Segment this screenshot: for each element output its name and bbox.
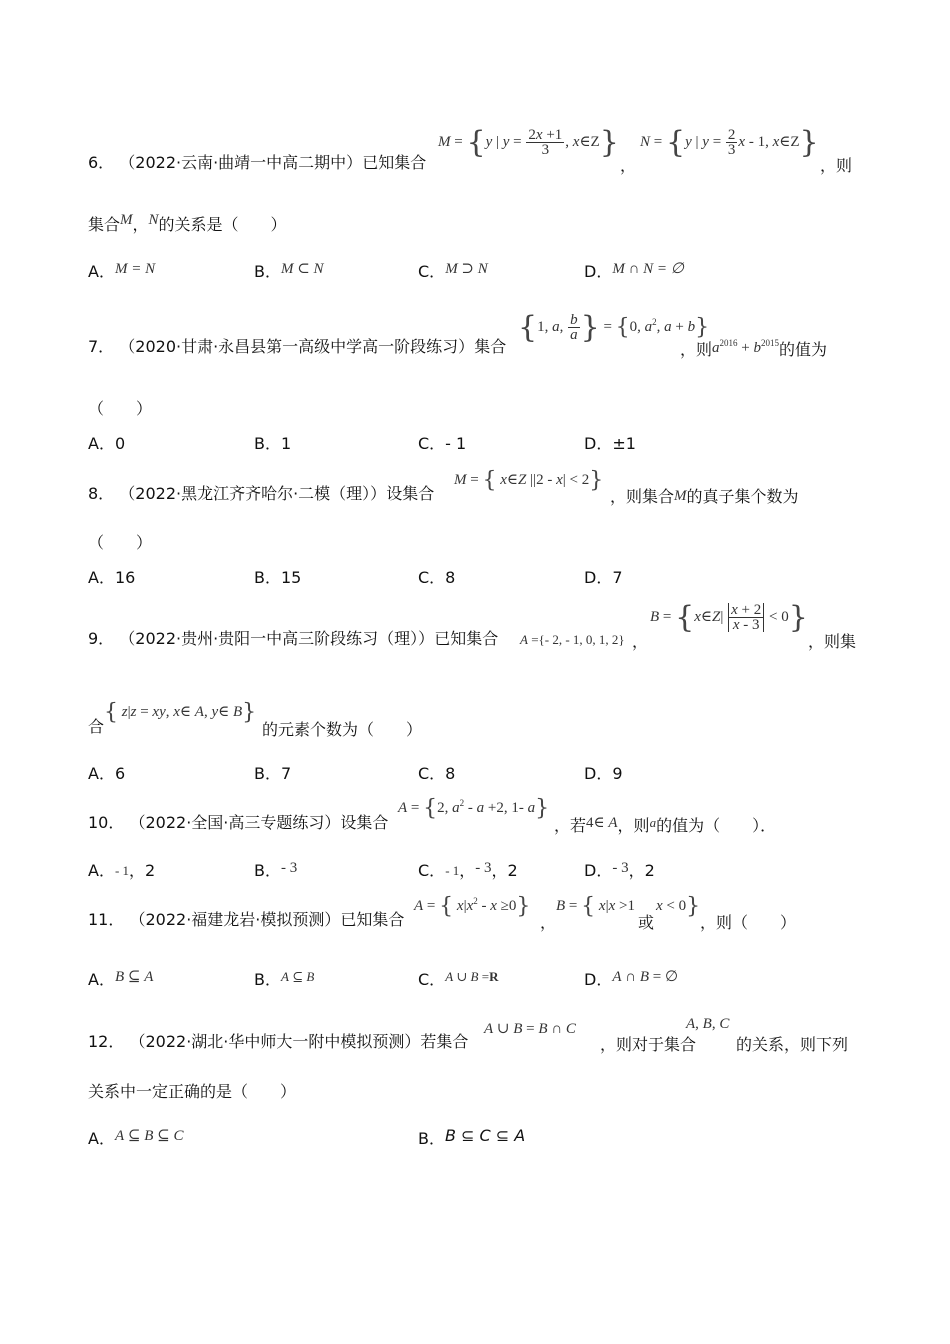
q11-option-d[interactable]: [584, 970, 678, 991]
q11-option-c-label: C．: [418, 970, 446, 989]
q11-source: （2022·福建龙岩·模拟预测）: [129, 910, 341, 929]
q7-power-expr: $a^{2016} + b^{2015}$: [712, 338, 779, 356]
q8-option-b[interactable]: B．15: [254, 568, 302, 587]
q9-option-b[interactable]: B．7: [254, 764, 292, 783]
q9-set-z: { z|z = xy, x∈ A, y∈ B}: [104, 700, 257, 725]
q6-comma: ，: [620, 156, 637, 175]
q6-line1: [88, 153, 426, 173]
q8-source: （2022·黑龙江齐齐哈尔·二模（理））: [119, 484, 387, 503]
q11-option-c[interactable]: [418, 970, 498, 991]
q6-option-c[interactable]: [418, 262, 488, 283]
q6-source: （2022·云南·曲靖一中高二期中）: [119, 153, 363, 172]
q10-option-c-label: C．: [418, 861, 446, 880]
q7-option-d[interactable]: D．±1: [584, 434, 636, 453]
q8-option-c[interactable]: C．8: [418, 568, 456, 587]
q6-stem-post: ，则: [820, 156, 853, 175]
q11-stem-post: ，则（ ）: [700, 913, 797, 932]
q10-math-a: a: [649, 815, 657, 830]
q6-option-a[interactable]: [88, 262, 155, 283]
q12-stem-post: 的关系，则下列: [736, 1035, 849, 1054]
q10-option-c-math2: - 3: [475, 860, 492, 876]
q11-or: 或: [638, 913, 655, 932]
q9-option-a[interactable]: A．6: [88, 764, 126, 783]
q6-option-d-math: M ∩ N = ∅: [612, 261, 684, 277]
q10-option-a-label: A．: [88, 861, 115, 880]
q12-option-b[interactable]: [418, 1126, 526, 1149]
q10-option-d-tail: ，2: [628, 861, 655, 880]
q6-option-d[interactable]: [584, 262, 684, 283]
q7-line1: [88, 337, 506, 357]
q6-option-d-label: D．: [584, 262, 613, 281]
q8-option-a[interactable]: A．16: [88, 568, 136, 587]
q8-stem-post: [610, 484, 799, 507]
q11-option-b[interactable]: [254, 970, 314, 991]
q8-math-m: M: [674, 488, 687, 504]
q12-stem-pre: 若集合: [420, 1032, 469, 1051]
q9-comma: ，: [632, 632, 649, 651]
q9-line1: [88, 629, 498, 649]
q12-line2: 关系中一定正确的是（ ）: [88, 1082, 297, 1101]
q7-stem-post: [680, 337, 827, 360]
q8-option-d[interactable]: D．7: [584, 568, 623, 587]
q8-stem-post-text: ，则集合: [610, 487, 675, 506]
q12-option-a-math: A ⊆ B ⊆ C: [114, 1128, 184, 1144]
q10-option-b-math: - 3: [280, 860, 298, 876]
q7-stem-post2: 的值为: [778, 340, 827, 359]
q7-stem-pre: 集合: [474, 337, 507, 356]
q8-number: 8．: [88, 484, 115, 503]
q8-stem-post2: 的真子集个数为: [686, 487, 799, 506]
q7-source: （2020·甘肃·永昌县第一高级中学高一阶段练习）: [119, 337, 475, 356]
q12-option-b-label: B．: [418, 1129, 445, 1148]
q7-set-expr: {1, a, $\frac{b}{a}$ } = {0, $a^2$, a + b}: [518, 310, 710, 345]
q6-option-c-label: C．: [418, 262, 446, 281]
q10-option-c-tail: ，2: [491, 861, 518, 880]
q12-option-a[interactable]: [88, 1129, 183, 1150]
q11-option-a-label: A．: [88, 970, 115, 989]
q7-line2: （ ）: [88, 399, 153, 418]
q9-line2: [88, 717, 104, 737]
q8-set-m: M = { x∈Z ||2 - x| < 2}: [454, 468, 604, 493]
q12-number: 12．: [88, 1032, 125, 1051]
q11-number: 11．: [88, 910, 125, 929]
q10-source: （2022·全国·高三专题练习）: [129, 813, 341, 832]
q7-option-b[interactable]: B．1: [254, 434, 292, 453]
q8-line2: （ ）: [88, 533, 153, 552]
q6-option-c-math: M ⊃ N: [445, 261, 488, 277]
q9-number: 9．: [88, 629, 115, 648]
q10-stem-mid: [554, 813, 776, 836]
q10-line1: [88, 813, 388, 833]
q10-option-c-math: - 1: [445, 863, 460, 878]
q9-set-b: B = {x∈Z| $\frac{x + 2}{x - 3}$ < 0}: [650, 600, 808, 635]
q7-number: 7．: [88, 337, 115, 356]
q11-line1: [88, 910, 404, 930]
q6-number: 6．: [88, 153, 115, 172]
q9-stem-line2-post: 的元素个数为（ ）: [262, 720, 423, 739]
q11-set-b: B = { x|x >1: [556, 894, 635, 919]
q10-option-d-math: - 3: [612, 860, 629, 876]
q10-stem-mid-text: ，若: [554, 816, 587, 835]
q10-stem-post: 的值为（ ）．: [656, 816, 777, 835]
q11-comma: ，: [540, 913, 557, 932]
q10-number: 10．: [88, 813, 125, 832]
q12-line1: [88, 1032, 468, 1052]
q10-option-d[interactable]: [584, 861, 655, 882]
q10-option-d-label: D．: [584, 861, 613, 880]
q11-option-a-math: B ⊆ A: [114, 969, 154, 985]
q6-option-a-math: M = N: [114, 261, 156, 277]
q12-sets-abc: A, B, C: [686, 1016, 730, 1032]
q6-option-b[interactable]: [254, 262, 324, 283]
q12-set-expr: A ∪ B = B ∩ C: [484, 1021, 576, 1037]
q10-option-a-tail: ，2: [129, 861, 156, 880]
q11-set-b-tail: x < 0}: [656, 894, 701, 919]
q11-option-d-label: D．: [584, 970, 613, 989]
q8-line1: [88, 484, 434, 504]
q9-source: （2022·贵州·贵阳一中高三阶段练习（理））: [119, 629, 435, 648]
q12-source: （2022·湖北·华中师大一附中模拟预测）: [129, 1032, 421, 1051]
q12-stem-mid: ，则对于集合: [600, 1035, 697, 1054]
q9-stem-line2-pre: 合: [88, 717, 105, 736]
q10-stem-mid2: ，则: [617, 816, 650, 835]
q6-math-m: M: [120, 212, 133, 228]
q12-option-a-label: A．: [88, 1129, 115, 1148]
q6-stem-pre: 已知集合: [362, 153, 427, 172]
q6-line2: 集合M，N的关系是（ ）: [88, 212, 287, 234]
q6-stem-line2-post: 的关系是（ ）: [158, 215, 287, 234]
q10-math-4-in-a: 4∈ A: [586, 815, 618, 831]
q10-option-c[interactable]: C．- 1，- 3，2: [418, 860, 518, 880]
q9-stem-post: ，则集: [808, 632, 857, 651]
q11-stem-pre: 已知集合: [340, 910, 405, 929]
q7-option-c[interactable]: C．- 1: [418, 434, 467, 453]
q11-option-b-label: B．: [254, 970, 281, 989]
q7-option-a[interactable]: A．0: [88, 434, 126, 453]
q10-option-b[interactable]: [254, 861, 297, 882]
q6-math-n: N: [148, 212, 159, 228]
q6-set-n: N = {y | y = $\frac{2}{3}$ x - 1, x∈Z}: [640, 125, 819, 160]
q6-option-b-label: B．: [254, 262, 281, 281]
q10-option-b-label: B．: [254, 861, 281, 880]
q6-stem-line2-pre: 集合: [88, 215, 121, 234]
q8-stem-pre: 设集合: [386, 484, 435, 503]
q11-option-c-math: A ∪ B =R: [445, 969, 499, 984]
q10-set-a: A = {2, $a^2 - a +2$, 1- a}: [398, 796, 550, 821]
q11-option-d-math: A ∩ B = ∅: [612, 969, 679, 985]
q6-option-b-math: M ⊂ N: [280, 261, 324, 277]
q7-stem-post-text: ，则: [680, 340, 713, 359]
q9-set-a: A ={- 2, - 1, 0, 1, 2}: [520, 632, 625, 647]
q12-option-b-math: B ⊆ C ⊆ A: [444, 1126, 526, 1145]
q10-option-a[interactable]: [88, 861, 155, 882]
q6-option-a-label: A．: [88, 262, 115, 281]
q9-option-c[interactable]: C．8: [418, 764, 456, 783]
q10-option-a-math: - 1: [114, 863, 130, 878]
q11-option-a[interactable]: [88, 970, 153, 991]
q11-option-b-math: A ⊆ B: [280, 969, 315, 984]
q10-stem-pre: 设集合: [340, 813, 389, 832]
q9-option-d[interactable]: D．9: [584, 764, 623, 783]
q9-stem-pre: 已知集合: [434, 629, 499, 648]
q6-set-m: M = {y | y = $\frac{2x +1}{3}$ , x∈Z}: [438, 125, 619, 160]
q11-set-a: A = { $x|x^2 - x \ge 0$}: [414, 894, 531, 919]
